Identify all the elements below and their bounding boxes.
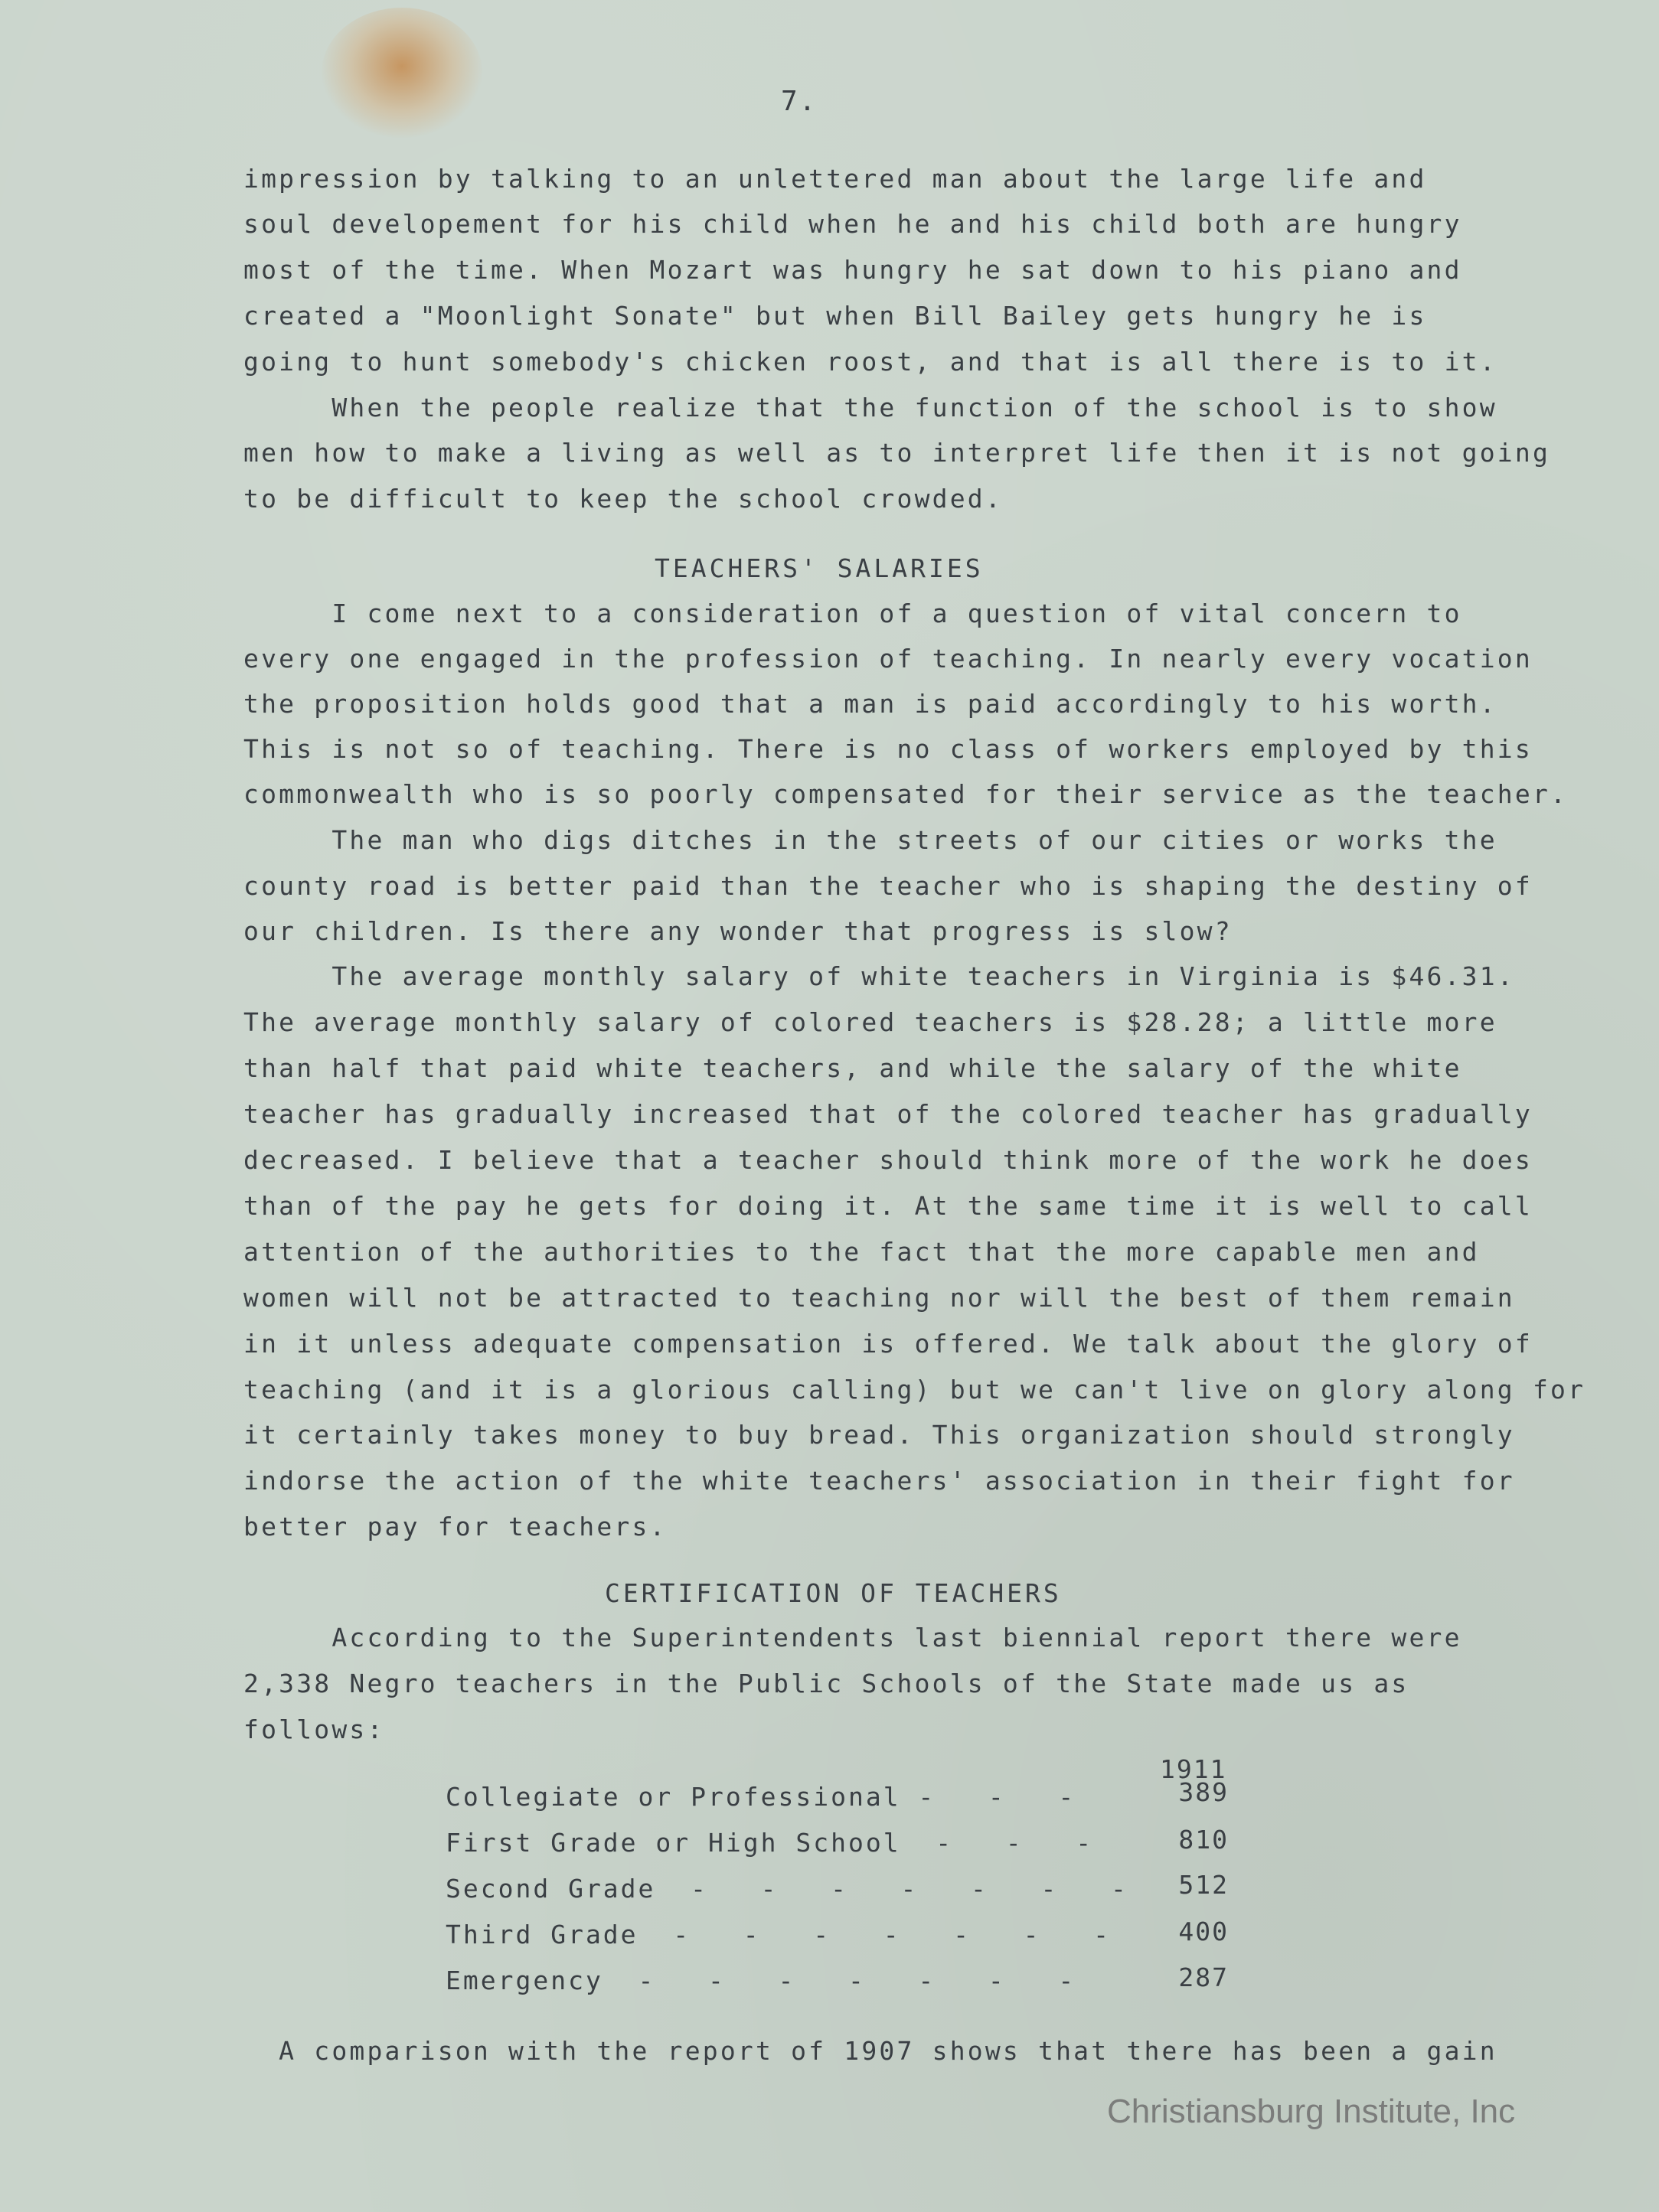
text-line: women will not be attracted to teaching nor will the best of them remain <box>243 1283 1515 1313</box>
text-line: According to the Superintendents last biennial report there were <box>243 1623 1462 1652</box>
table-row-label: Emergency - - - - - - - <box>446 1966 1076 1995</box>
text-line: our children. Is there any wonder that progress is slow? <box>243 916 1233 946</box>
text-line: 2,338 Negro teachers in the Public Schools of the State made us as <box>243 1669 1409 1698</box>
text-line: I come next to a consideration of a question of vital concern to <box>243 599 1462 628</box>
text-line: A comparison with the report of 1907 shows that there has been a gain <box>243 2036 1497 2066</box>
text-line: the proposition holds good that a man is paid accordingly to his worth. <box>243 689 1497 719</box>
text-line: in it unless adequate compensation is offered. We talk about the glory of <box>243 1329 1533 1359</box>
watermark: Christiansburg Institute, Inc <box>1107 2093 1516 2130</box>
table-row-value: 389 <box>1178 1777 1229 1807</box>
text-line: When the people realize that the function of the school is to show <box>243 393 1497 422</box>
text-line: county road is better paid than the teacher who is shaping the destiny of <box>243 871 1533 901</box>
text-line: going to hunt somebody's chicken roost, and that is all there is to it. <box>243 347 1497 377</box>
table-row-label: First Grade or High School - - - <box>446 1828 1094 1858</box>
text-line: than half that paid white teachers, and while the salary of the white <box>243 1053 1462 1083</box>
text-line: to be difficult to keep the school crowded. <box>243 484 1003 514</box>
text-line: men how to make a living as well as to interpret life then it is not going <box>243 438 1551 468</box>
text-line: The average monthly salary of colored teachers is $28.28; a little more <box>243 1007 1497 1037</box>
table-row-label: Third Grade - - - - - - - <box>446 1920 1111 1949</box>
rust-stain <box>322 8 482 138</box>
text-line: attention of the authorities to the fact that the more capable men and <box>243 1237 1480 1267</box>
table-row-label: Collegiate or Professional - - - <box>446 1782 1076 1812</box>
table-row-value: 400 <box>1178 1917 1229 1946</box>
text-line: The average monthly salary of white teachers in Virginia is $46.31. <box>243 961 1515 991</box>
text-line: than of the pay he gets for doing it. At the same time it is well to call <box>243 1191 1533 1221</box>
table-row-value: 810 <box>1178 1825 1229 1855</box>
text-line: better pay for teachers. <box>243 1512 668 1542</box>
text-line: This is not so of teaching. There is no class of workers employed by this <box>243 734 1533 764</box>
text-line: impression by talking to an unlettered man about the large life and <box>243 164 1427 194</box>
text-line: soul developement for his child when he and his child both are hungry <box>243 209 1462 239</box>
table-row-value: 512 <box>1178 1870 1229 1900</box>
section-heading-salaries: TEACHERS' SALARIES <box>655 553 984 583</box>
text-line: indorse the action of the white teachers' association in their fight for <box>243 1466 1515 1496</box>
text-line: created a "Moonlight Sonate" but when Bill Bailey gets hungry he is <box>243 301 1427 331</box>
text-line: it certainly takes money to buy bread. This organization should strongly <box>243 1420 1515 1450</box>
text-line: every one engaged in the profession of teaching. In nearly every vocation <box>243 644 1533 674</box>
text-line: teacher has gradually increased that of the colored teacher has gradually <box>243 1099 1533 1129</box>
text-line: commonwealth who is so poorly compensated for their service as the teacher. <box>243 779 1569 809</box>
text-line: most of the time. When Mozart was hungry he sat down to his piano and <box>243 255 1462 285</box>
text-line: follows: <box>243 1714 385 1744</box>
page-number: 7. <box>781 86 818 117</box>
table-row-value: 287 <box>1178 1962 1229 1992</box>
text-line: The man who digs ditches in the streets of our cities or works the <box>243 825 1497 855</box>
table-year-header: 1911 <box>1160 1754 1227 1784</box>
section-heading-certification: CERTIFICATION OF TEACHERS <box>605 1578 1062 1608</box>
text-line: decreased. I believe that a teacher should think more of the work he does <box>243 1145 1533 1175</box>
text-line: teaching (and it is a glorious calling) but we can't live on glory along for <box>243 1375 1586 1405</box>
table-row-label: Second Grade - - - - - - - <box>446 1874 1128 1904</box>
